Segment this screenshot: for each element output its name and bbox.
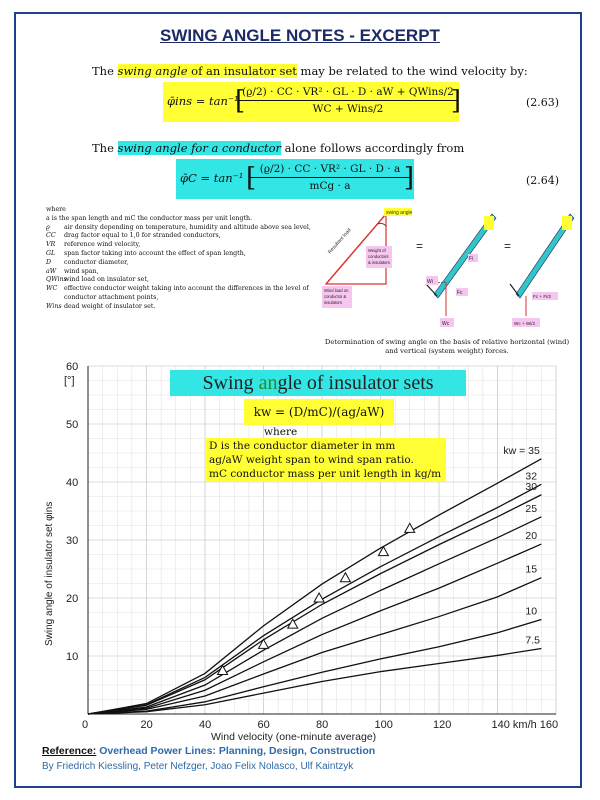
definition-row: [46, 224, 316, 233]
series-label: 25: [525, 502, 538, 515]
series-label: 20: [525, 530, 538, 543]
chart-title-ang: an: [258, 372, 278, 394]
tower-1-accent: [484, 216, 494, 230]
eq1-number: (2.63): [526, 96, 560, 109]
y-tick-label: 60: [66, 361, 79, 373]
definition-symbol: VR: [46, 241, 56, 249]
definition-row: [46, 259, 316, 268]
fc-label: Fc: [457, 290, 463, 296]
y-axis-label: Swing angle of insulator set φins: [44, 501, 55, 646]
definition-row: [46, 285, 316, 294]
reference: [42, 745, 375, 757]
definition-symbol: D: [46, 258, 52, 266]
definition-text: wind span,: [64, 267, 99, 275]
definition-text: effective conductor weight taking into account the differences in the level of: [64, 285, 309, 293]
definition-symbol: QWins: [46, 276, 67, 284]
y-tick-label: 40: [66, 477, 79, 489]
definition-symbol: WC: [46, 285, 58, 293]
eq2-number: (2.64): [526, 174, 560, 187]
fi-label: Fi: [469, 256, 474, 262]
definition-symbol: GL: [46, 249, 56, 257]
x-tick-label: 0: [82, 719, 89, 731]
equals-sign-1: =: [416, 239, 424, 253]
reference-text: Overhead Power Lines: Planning, Design, Construction: [96, 745, 376, 757]
definition-row: [46, 303, 316, 312]
triangle-marker: [314, 593, 324, 602]
defs-items: [46, 224, 316, 312]
definition-text: wind load on insulator set,: [64, 276, 149, 284]
y-unit: [°]: [64, 375, 75, 387]
note-mass: mC conductor mass per unit length in kg/m: [209, 468, 442, 480]
weight-label-3: & insulators: [368, 260, 390, 265]
y-tick-label: 20: [66, 593, 79, 605]
wi-label: Wi: [427, 279, 433, 285]
definition-text: dead weight of insulator set.: [64, 302, 156, 310]
eq2-numerator: (ϱ/2) · CC · VR² · GL · D · a: [250, 161, 410, 178]
x-tick-label: 120: [433, 719, 452, 731]
definitions-list: [46, 206, 316, 312]
chart-notes: [206, 438, 446, 482]
definition-text: span factor taking into account the effect of span length,: [64, 249, 246, 257]
eq2-lhs: φ̄C = tan⁻¹: [180, 171, 244, 185]
x-tick-label: 80: [316, 719, 329, 731]
kw-formula: kw = (D/mC)/(ag/aW): [244, 399, 394, 425]
note-diameter: D is the conductor diameter in mm: [209, 440, 396, 452]
eq2-bracket-right: ]: [403, 163, 414, 193]
note-span-ratio: ag/aW weight span to wind span ratio.: [209, 454, 414, 466]
defs-intro: a is the span length and mC the conductor mass per unit length.: [46, 214, 253, 222]
diagram-caption: Determination of swing angle on the basis of relative horizontal (wind) and vertical (system weight) forces.: [324, 338, 570, 355]
wind-label-3: insulators: [324, 300, 342, 305]
series-line: [88, 544, 541, 714]
eq1-bracket-right: ]: [450, 86, 461, 116]
series-line: [88, 648, 541, 714]
cond-pre: The: [92, 141, 118, 155]
swing-label: swing angle: [386, 210, 413, 216]
wind-label-2: conductor &: [324, 294, 347, 299]
y-tick-label: 50: [66, 419, 79, 431]
y-tick-label: 10: [66, 651, 79, 663]
cond-post: alone follows accordingly from: [281, 141, 465, 155]
x-tick-label: 140 km/h 160: [491, 719, 559, 731]
x-tick-label: 20: [140, 719, 153, 731]
definition-symbol: [46, 294, 64, 303]
resultant-label: Resultant load: [326, 227, 353, 256]
eq1-lhs: φ̄ins = tan⁻¹: [167, 94, 239, 108]
wind-label-1: Wind load on: [324, 288, 349, 293]
insulator-2: [510, 284, 519, 296]
chart-title-post: gle of insulator sets: [277, 372, 434, 394]
intro-sentence: [92, 64, 528, 78]
fcfi-label: Fc + Fi/2: [533, 294, 551, 299]
intro-post: may be related to the wind velocity by:: [296, 64, 528, 78]
definition-text: air density depending on temperature, humidity and altitude above sea level,: [64, 223, 311, 231]
x-tick-label: 100: [374, 719, 393, 731]
definition-symbol: ϱ: [46, 223, 50, 231]
chart-where: where: [264, 426, 298, 438]
chart-series: [88, 459, 541, 714]
eq1-bracket-left: [: [235, 86, 246, 116]
eq2-bracket-left: [: [246, 163, 257, 193]
definition-row: [46, 241, 316, 250]
definition-text: reference wind velocity,: [64, 241, 141, 249]
equals-sign-2: =: [504, 239, 512, 253]
cond-term: swing angle for a conductor: [117, 141, 282, 155]
equation-264: [176, 159, 414, 199]
triangle-marker: [340, 573, 350, 582]
definition-row: [46, 232, 316, 241]
angle-arc: [378, 223, 386, 226]
definition-row: [46, 294, 316, 303]
conductor-sentence: [92, 141, 464, 155]
insulator-1: [426, 284, 437, 296]
wcwi-label: Wc + Wi/2: [514, 321, 536, 326]
definition-text: conductor attachment points,: [64, 293, 159, 301]
wc-label: Wc: [442, 321, 450, 327]
definition-row: [46, 268, 316, 277]
x-tick-label: 60: [257, 719, 270, 731]
definition-text: conductor diameter,: [64, 258, 129, 266]
series-line: [88, 484, 541, 714]
reference-authors: By Friedrich Kiessling, Peter Nefzger, Joao Felix Nolasco, Ulf Kaintzyk: [42, 761, 354, 772]
eq2-denominator: mCg · a: [309, 180, 351, 192]
chart-title-pre: Swing: [202, 372, 259, 394]
series-label: 32: [525, 470, 538, 483]
eq1-denominator: WC + Wins/2: [312, 103, 384, 115]
equation-263: [163, 82, 459, 122]
intro-mid: of an insulator set: [187, 64, 297, 78]
defs-where: where: [46, 206, 66, 213]
weight-label-1: Weight of: [368, 248, 386, 253]
x-tick-label: 40: [199, 719, 212, 731]
series-label: kw = 35: [503, 444, 540, 457]
definition-symbol: CC: [46, 232, 56, 240]
page-title: SWING ANGLE NOTES - EXCERPT: [160, 26, 440, 45]
weight-label-2: conductors: [368, 254, 389, 259]
definition-text: drag factor equal to 1,0 for stranded conductors,: [64, 232, 221, 240]
intro-pre: The: [92, 64, 118, 78]
x-axis-label: Wind velocity (one-minute average): [211, 731, 377, 743]
series-label: 15: [525, 563, 538, 576]
definition-row: [46, 276, 316, 285]
series-line: [88, 517, 541, 714]
series-label: 7.5: [525, 634, 540, 647]
eq1-numerator: (ϱ/2) · CC · VR² · GL · D · aW + QWins/2: [239, 84, 457, 101]
definition-symbol: aW: [46, 267, 57, 275]
chart-title: [170, 370, 466, 396]
triangle-marker: [405, 523, 415, 532]
tower-2-accent: [562, 216, 572, 230]
intro-term: swing angle: [117, 64, 188, 78]
swing-angle-diagram: [316, 204, 580, 338]
y-tick-label: 30: [66, 535, 79, 547]
reference-label: Reference:: [42, 745, 97, 757]
series-label: 30: [525, 480, 538, 493]
series-line: [88, 459, 541, 714]
definition-symbol: Wins: [46, 302, 62, 310]
series-label: 10: [525, 605, 538, 618]
triangle-marker: [259, 639, 269, 648]
definition-row: [46, 250, 316, 259]
